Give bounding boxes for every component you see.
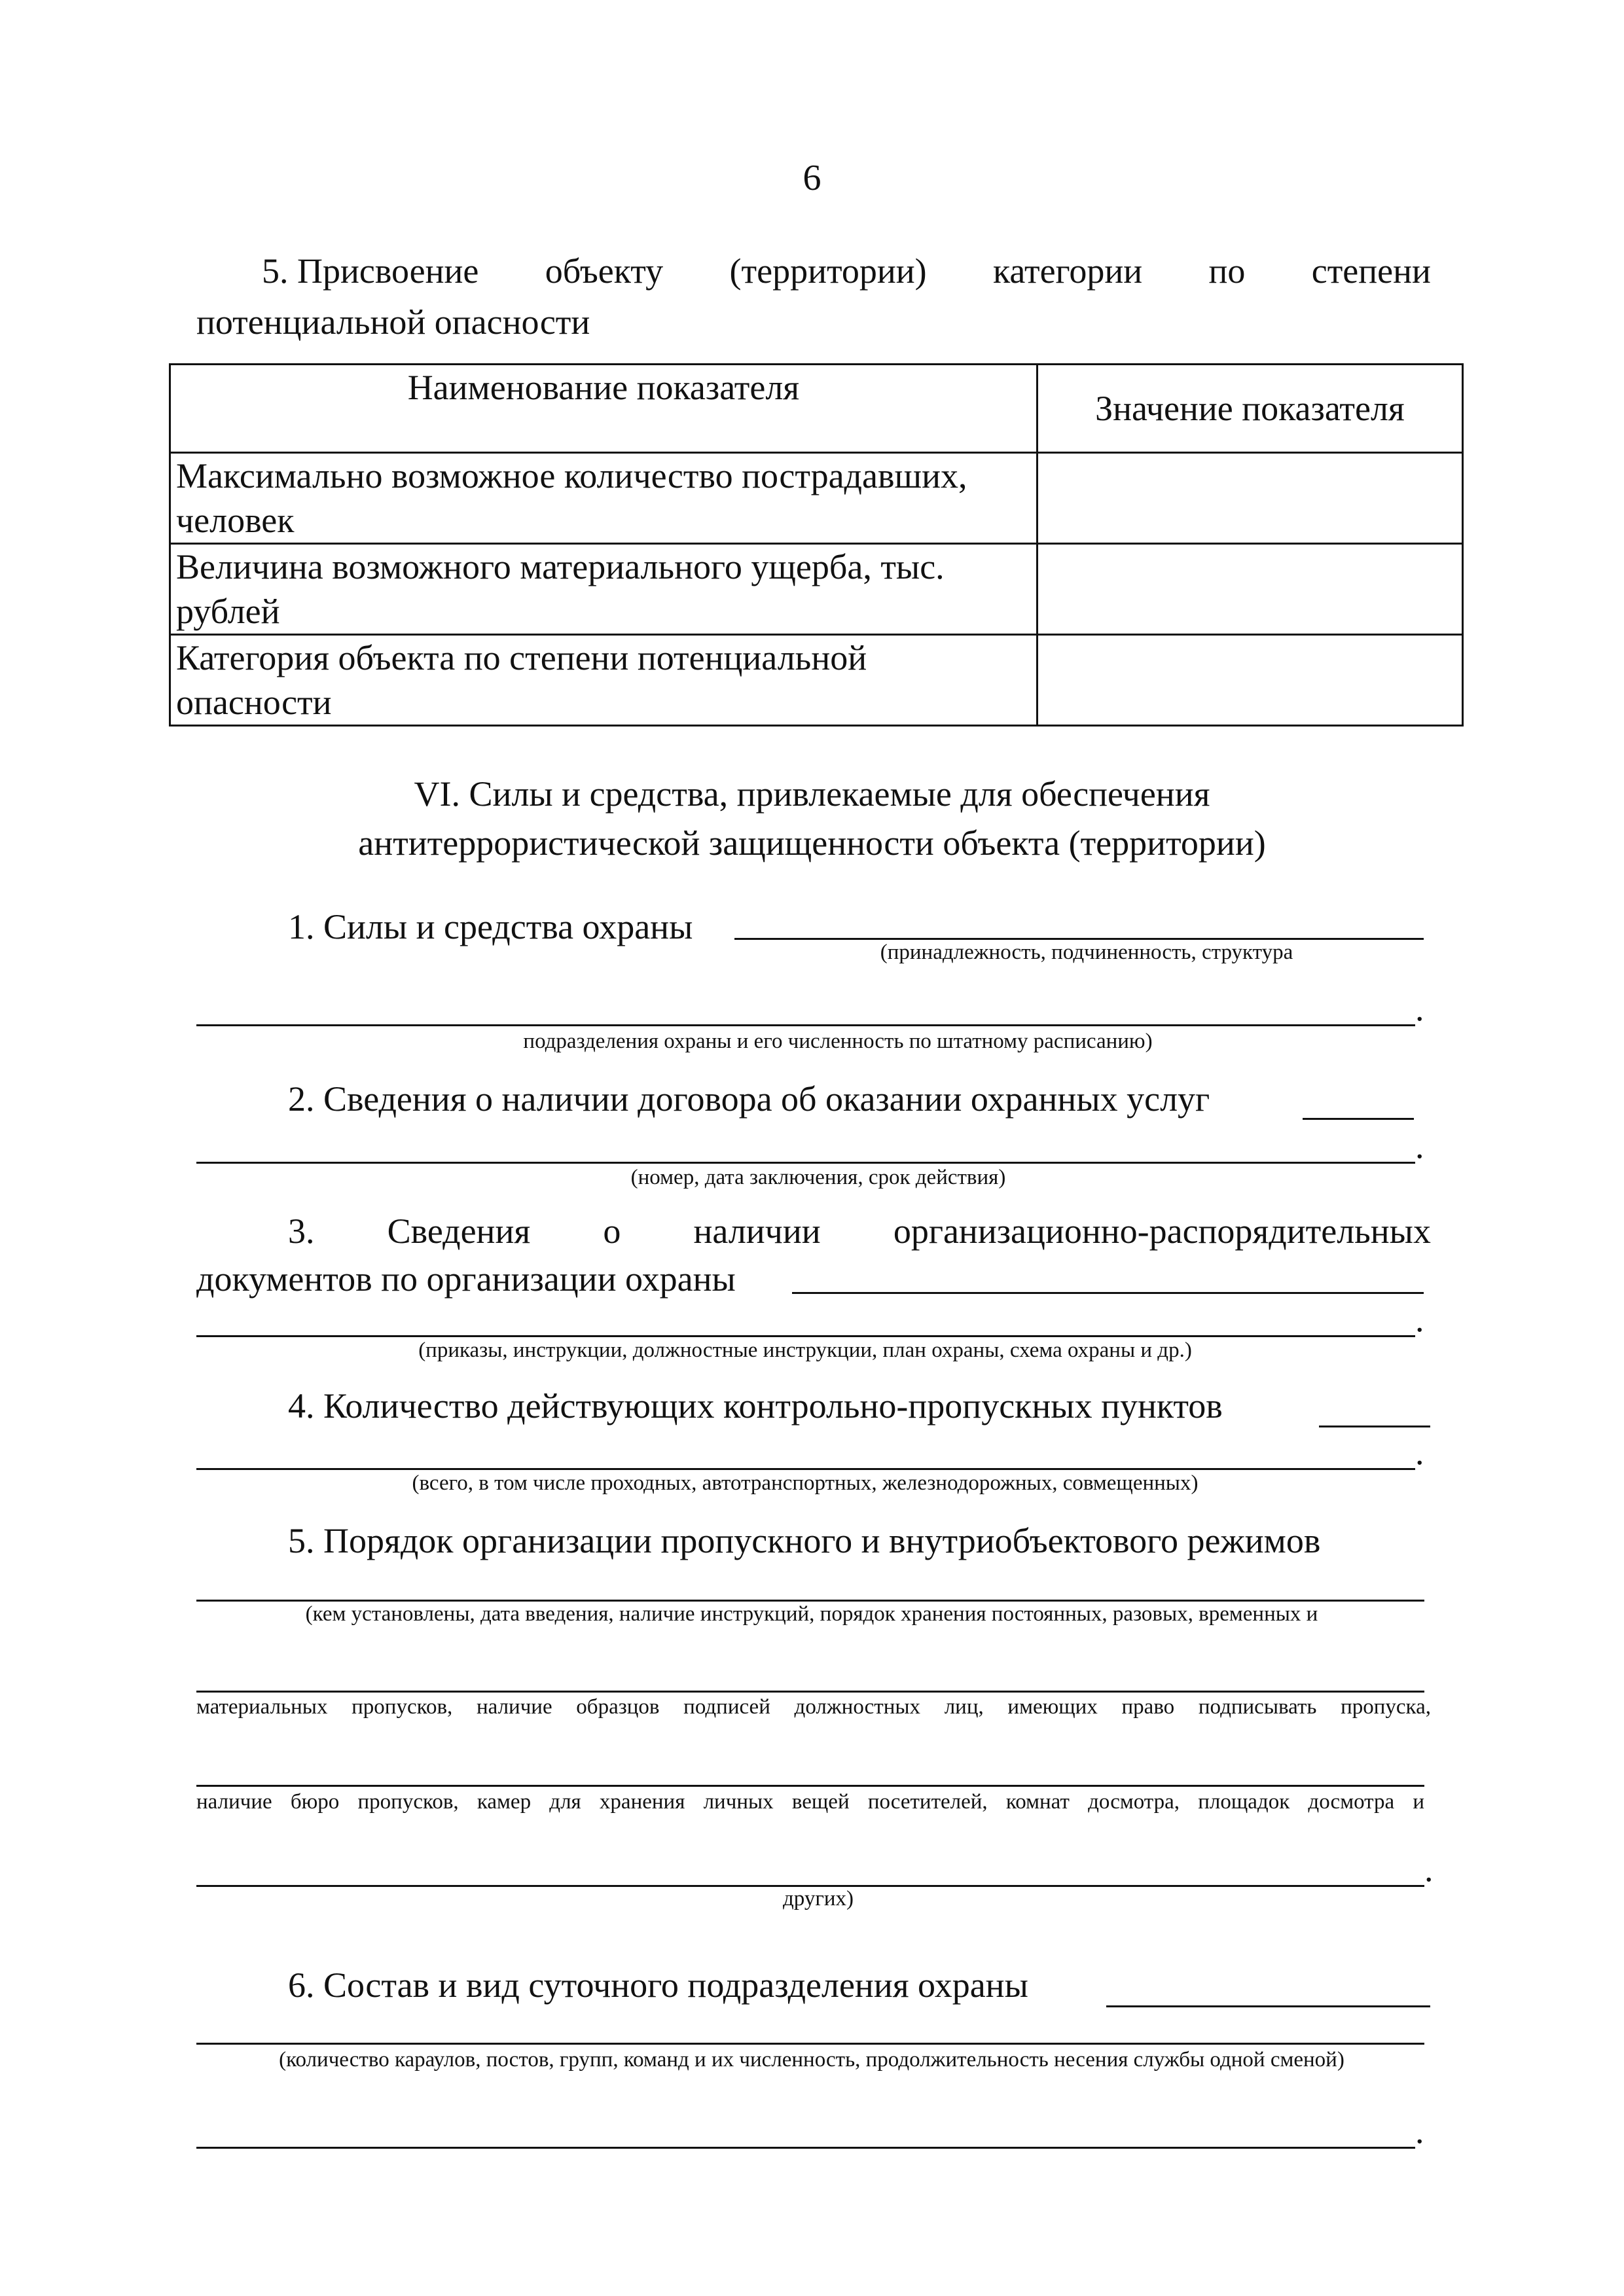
indicator-name: Максимально возможное количество пострадавших, человек xyxy=(170,453,1038,544)
item3-word: 3. xyxy=(288,1211,315,1251)
item6-input-line-3[interactable] xyxy=(196,2147,1415,2149)
section5-word: категории xyxy=(992,251,1143,291)
section6-heading-line1: VI. Силы и средства, привлекаемые для обеспечения xyxy=(414,774,1210,814)
indicator-table xyxy=(169,363,1464,726)
section5-word: (территории) xyxy=(729,251,927,291)
item6-input-line[interactable] xyxy=(1106,2005,1430,2007)
item3-line2: документов по организации охраны xyxy=(196,1259,736,1299)
section5-word: 5. Присвоение xyxy=(262,251,479,291)
item3-hint: (приказы, инструкции, должностные инструкции, план охраны, схема охраны и др.) xyxy=(418,1338,1192,1362)
section5-word: по xyxy=(1208,251,1246,291)
item4-hint: (всего, в том числе проходных, автотранспортных, железнодорожных, совмещенных) xyxy=(412,1471,1199,1495)
item3-line1 xyxy=(288,1208,1431,1255)
item1-hint2: подразделения охраны и его численность по штатному расписанию) xyxy=(523,1030,1153,1053)
item5-hint1: (кем установлены, дата введения, наличие инструкций, порядок хранения постоянных, разовых, временных и xyxy=(305,1602,1318,1626)
indicator-name: Величина возможного материального ущерба, тыс. рублей xyxy=(170,544,1038,635)
item6-hint: (количество караулов, постов, групп, команд и их численность, продолжительность несения службы одной сменой) xyxy=(279,2048,1344,2072)
header-indicator-value: Значение показателя xyxy=(1037,365,1462,453)
item1-input-line-2[interactable] xyxy=(196,1024,1415,1026)
line-end-dot: . xyxy=(1424,1850,1434,1889)
item2-hint: (номер, дата заключения, срок действия) xyxy=(630,1166,1006,1189)
item5-label: 5. Порядок организации пропускного и внутриобъектового режимов xyxy=(288,1521,1321,1560)
section5-line1 xyxy=(262,247,1431,295)
item5-hint3: наличие бюро пропусков, камер для хранения личных вещей посетителей, комнат досмотра, площадок досмотра и xyxy=(196,1790,1424,1814)
section5-line2: потенциальной опасности xyxy=(196,302,590,342)
item6-input-line-2[interactable] xyxy=(196,2043,1424,2045)
header-indicator-name: Наименование показателя xyxy=(170,365,1038,453)
line-end-dot: . xyxy=(1415,1300,1424,1339)
item1-hint1: (принадлежность, подчиненность, структура xyxy=(880,941,1293,964)
section5-word: объекту xyxy=(545,251,664,291)
item4-input-line-2[interactable] xyxy=(196,1468,1415,1470)
line-end-dot: . xyxy=(1415,1126,1424,1166)
item2-input-line[interactable] xyxy=(1303,1118,1414,1120)
item5-input-line-2[interactable] xyxy=(196,1691,1424,1693)
item3-word: Сведения xyxy=(387,1211,531,1251)
item3-word: наличии xyxy=(693,1211,821,1251)
item5-input-line-1[interactable] xyxy=(196,1600,1424,1602)
line-end-dot: . xyxy=(1415,1433,1424,1472)
item2-label: 2. Сведения о наличии договора об оказании охранных услуг xyxy=(288,1079,1210,1119)
item3-input-line-2[interactable] xyxy=(196,1335,1415,1337)
item2-input-line-2[interactable] xyxy=(196,1162,1415,1164)
item6-label: 6. Состав и вид суточного подразделения охраны xyxy=(288,1965,1028,2005)
indicator-value-field[interactable] xyxy=(1037,544,1462,635)
page-number: 6 xyxy=(803,158,821,198)
item1-input-line[interactable] xyxy=(734,938,1424,940)
section6-heading-line2: антитеррористической защищенности объекта (территории) xyxy=(358,823,1266,863)
item3-word: организационно-распорядительных xyxy=(893,1211,1431,1251)
item5-hint4: других) xyxy=(782,1887,854,1910)
line-end-dot: . xyxy=(1415,989,1424,1028)
item4-input-line[interactable] xyxy=(1319,1426,1430,1427)
indicator-value-field[interactable] xyxy=(1037,453,1462,544)
line-end-dot: . xyxy=(1415,2111,1424,2151)
item5-hint2: материальных пропусков, наличие образцов подписей должностных лиц, имеющих право подписывать пропуска, xyxy=(196,1695,1431,1719)
item1-label: 1. Силы и средства охраны xyxy=(288,907,693,946)
section5-word: степени xyxy=(1311,251,1431,291)
item5-input-line-3[interactable] xyxy=(196,1785,1424,1787)
indicator-name: Категория объекта по степени потенциальной опасности xyxy=(170,635,1038,726)
table-row xyxy=(170,544,1463,635)
item3-input-line[interactable] xyxy=(792,1292,1424,1294)
item4-label: 4. Количество действующих контрольно-пропускных пунктов xyxy=(288,1386,1223,1426)
item3-word: о xyxy=(603,1211,621,1251)
table-row xyxy=(170,453,1463,544)
indicator-value-field[interactable] xyxy=(1037,635,1462,726)
table-row xyxy=(170,635,1463,726)
